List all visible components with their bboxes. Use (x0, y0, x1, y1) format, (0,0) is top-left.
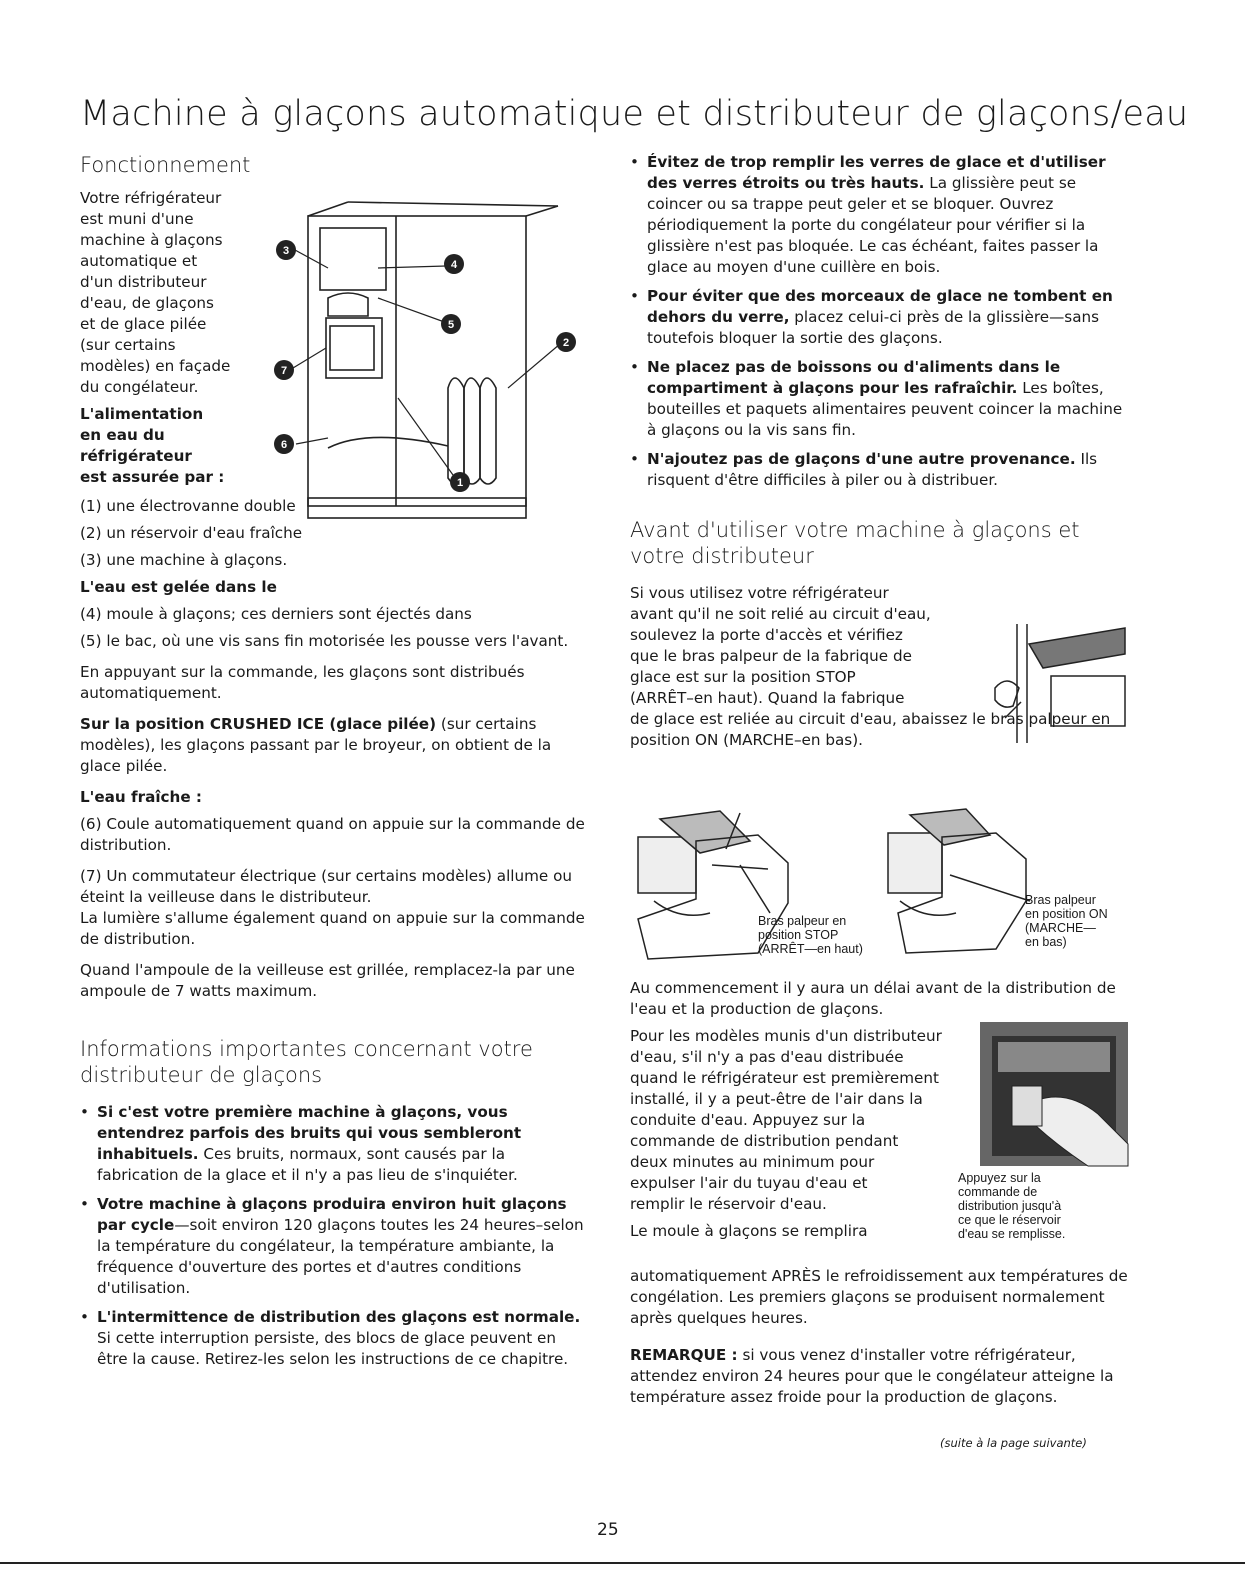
crushed-paragraph (80, 714, 590, 777)
bullet-text: Les boîtes, bouteilles et paquets alimentaires peuvent coincer la machine à glaçons ou la vis sans fin. (647, 379, 1123, 439)
caption-line: en bas) (1025, 935, 1067, 949)
caption-line: (MARCHE— (1025, 921, 1096, 935)
frozen-heading: L'eau est gelée dans le (80, 578, 277, 596)
item-text: un réservoir d'eau fraîche (101, 524, 303, 542)
caption-stop (758, 914, 863, 956)
badge-7 (274, 360, 294, 380)
models-text (630, 1026, 975, 1242)
badge-5 (441, 314, 461, 334)
item-text: une machine à glaçons. (101, 551, 288, 569)
bullet-bold: Votre machine à glaçons produira environ huit glaçons par cycle (97, 1195, 567, 1234)
intro-line: du congélateur. (80, 378, 199, 396)
caption-on (1025, 893, 1108, 949)
refrigerator-diagram (268, 198, 588, 528)
caption-line: Bras palpeur en (758, 914, 847, 928)
models-line: d'eau, s'il n'y a pas d'eau distribuée (630, 1048, 904, 1066)
item-number: (7) (80, 867, 102, 885)
bullet-text: placez celui-ci près de la glissière—sans toutefois bloquer la sortie des glaçons. (647, 308, 1100, 347)
intro-line: d'eau, de glaçons (80, 294, 214, 312)
remarque-label: REMARQUE : (630, 1346, 738, 1364)
caption-line: Appuyez sur la (958, 1171, 1041, 1185)
usage-bullet (630, 286, 1135, 349)
item-number: (1) (80, 497, 102, 515)
usage-bullet (630, 152, 1135, 278)
item-text: moule à glaçons; ces derniers sont éjectés dans (101, 605, 472, 623)
crushed-text: (sur certains modèles), les glaçons passant par le broyeur, on obtient de la glace pilée. (80, 715, 552, 775)
item-number: (4) (80, 605, 102, 623)
models-line: commande de distribution pendant (630, 1132, 899, 1150)
item-7 (80, 866, 590, 908)
caption-line: position STOP (758, 928, 839, 942)
bullet-text: Ils risquent d'être difficiles à piler ou à distribuer. (647, 450, 1098, 489)
caption-line: commande de (958, 1185, 1038, 1199)
svg-text:6: 6 (280, 439, 288, 451)
intro-line: est muni d'une (80, 210, 194, 228)
item-3 (80, 550, 590, 571)
section-heading-info: Informations importantes concernant votre distributeur de glaçons (80, 1037, 533, 1087)
section-heading-fonctionnement: Fonctionnement (80, 153, 251, 177)
bullet-bold: Ne placez pas de boissons ou d'aliments dans le compartiment à glaçons pour les rafraîchir. (647, 358, 1061, 397)
bullet-text: —soit environ 120 glaçons toutes les 24 heures–selon la température du congélateur, la température ambiante, la fréquence d'ouverture des portes et d'autres conditions d'utilisation. (97, 1216, 584, 1297)
dispense-paragraph: En appuyant sur la commande, les glaçons sont distribués automatiquement. (80, 663, 525, 702)
remarque-text: si vous venez d'installer votre réfrigérateur, attendez environ 24 heures pour que le congélateur atteigne la température assez froide pour la production de glaçons. (630, 1346, 1114, 1406)
caption-line: Bras palpeur (1025, 893, 1096, 907)
section-heading-avant: Avant d'utiliser votre machine à glaçons et votre distributeur (630, 518, 1080, 568)
fill-paragraph: automatiquement APRÈS le refroidissement aux températures de congélation. Les premiers glaçons se produisent normalement après quelques heures. (630, 1267, 1128, 1327)
icemaker-on-illustration (880, 805, 1040, 970)
badge-6 (274, 434, 294, 454)
item-number: (3) (80, 551, 102, 569)
delay-paragraph: Au commencement il y aura un délai avant de la distribution de l'eau et la production de glaçons. (630, 979, 1116, 1018)
item-text: une électrovanne double (101, 497, 296, 515)
svg-text:5: 5 (447, 319, 455, 331)
models-line: quand le réfrigérateur est premièrement (630, 1069, 939, 1087)
bullet-text: Ces bruits, normaux, sont causés par la fabrication de la glace et il n'y a pas lieu de s'inquiéter. (97, 1145, 518, 1184)
info-bullet (80, 1307, 590, 1370)
item-text: le bac, où une vis sans fin motorisée les pousse vers l'avant. (101, 632, 569, 650)
avant-line: soulevez la porte d'accès et vérifiez (630, 626, 903, 644)
badge-4 (444, 254, 464, 274)
fresh-heading: L'eau fraîche : (80, 788, 203, 806)
models-line: deux minutes au minimum pour (630, 1153, 875, 1171)
intro-line: machine à glaçons (80, 231, 223, 249)
item-text: Un commutateur électrique (sur certains modèles) allume ou éteint la veilleuse dans le distributeur. (80, 867, 573, 906)
info-bullet (80, 1194, 590, 1299)
intro-line: d'un distributeur (80, 273, 207, 291)
usage-bullet (630, 449, 1135, 491)
supply-line: L'alimentation (80, 405, 204, 423)
usage-bullet (630, 357, 1135, 441)
bulb-paragraph: Quand l'ampoule de la veilleuse est grillée, remplacez-la par une ampoule de 7 watts maximum. (80, 961, 575, 1000)
svg-text:4: 4 (450, 259, 458, 271)
bullet-bold: L'intermittence de distribution des glaçons est normale. (97, 1308, 581, 1326)
item-text: Coule automatiquement quand on appuie sur la commande de distribution. (80, 815, 585, 854)
avant-line: que le bras palpeur de la fabrique de (630, 647, 912, 665)
bullet-bold: Évitez de trop remplir les verres de glace et d'utiliser des verres étroits ou très hauts. (647, 153, 1106, 192)
supply-line: est assurée par : (80, 468, 225, 486)
bullet-bold: N'ajoutez pas de glaçons d'une autre provenance. (647, 450, 1076, 468)
item-4 (80, 604, 590, 625)
badge-1 (450, 472, 470, 492)
models-line: installé, il y a peut-être de l'air dans la (630, 1090, 923, 1108)
dispenser-illustration (978, 1020, 1130, 1168)
bullet-bold: Pour éviter que des morceaux de glace ne tombent en dehors du verre, (647, 287, 1113, 326)
avant-line: glace est sur la position STOP (630, 668, 856, 686)
item-number: (2) (80, 524, 102, 542)
item-number: (6) (80, 815, 102, 833)
svg-text:3: 3 (282, 245, 290, 257)
continued-note: (suite à la page suivante) (940, 1436, 1087, 1450)
caption-line: d'eau se remplisse. (958, 1227, 1066, 1241)
bottom-rule (0, 1562, 1245, 1564)
supply-line: en eau du (80, 426, 165, 444)
bullet-text: Si cette interruption persiste, des blocs de glace peuvent en être la cause. Retirez-les selon les instructions de ce chapitre. (97, 1329, 569, 1368)
svg-text:7: 7 (280, 365, 288, 377)
fill-line: Le moule à glaçons se remplira (630, 1222, 868, 1240)
avant-line: (ARRÊT–en haut). Quand la fabrique (630, 689, 905, 707)
avant-line: Si vous utilisez votre réfrigérateur (630, 584, 889, 602)
models-line: conduite d'eau. Appuyez sur la (630, 1111, 866, 1129)
item-6 (80, 814, 590, 856)
item-5 (80, 631, 590, 652)
intro-line: modèles) en façade (80, 357, 231, 375)
models-line: expulser l'air du tuyau d'eau et (630, 1174, 868, 1192)
intro-line: Votre réfrigérateur (80, 189, 222, 207)
caption-line: ce que le réservoir (958, 1213, 1061, 1227)
avant-line: avant qu'il ne soit relié au circuit d'eau, (630, 605, 931, 623)
item-number: (5) (80, 632, 102, 650)
crushed-bold: Sur la position CRUSHED ICE (glace pilée) (80, 715, 437, 733)
light-paragraph: La lumière s'allume également quand on appuie sur la commande de distribution. (80, 909, 585, 948)
intro-line: automatique et (80, 252, 198, 270)
intro-line: et de glace pilée (80, 315, 207, 333)
svg-text:1: 1 (456, 477, 464, 489)
access-door-illustration (985, 618, 1135, 750)
bullet-bold: Si c'est votre première machine à glaçons, vous entendrez parfois des bruits qui vous sembleront inhabituels. (97, 1103, 522, 1163)
info-bullet (80, 1102, 590, 1186)
intro-line: (sur certains (80, 336, 176, 354)
caption-line: en position ON (1025, 907, 1108, 921)
remarque-paragraph (630, 1345, 1135, 1408)
supply-line: réfrigérateur (80, 447, 192, 465)
caption-line: (ARRÊT—en haut) (758, 942, 863, 956)
badge-2 (556, 332, 576, 352)
models-line: Pour les modèles munis d'un distributeur (630, 1027, 942, 1045)
caption-line: distribution jusqu'à (958, 1199, 1062, 1213)
models-line: remplir le réservoir d'eau. (630, 1195, 827, 1213)
page-title: Machine à glaçons automatique et distributeur de glaçons/eau (80, 94, 1189, 134)
svg-text:2: 2 (562, 337, 570, 349)
page-number: 25 (597, 1520, 619, 1540)
bullet-text: La glissière peut se coincer ou sa trappe peut geler et se bloquer. Ouvrez périodiquement la porte du congélateur pour vérifier si la glissière n'est pas bloquée. Le cas échéant, faites passer la glace au moyen d'une cuillère en bois. (647, 174, 1099, 276)
badge-3 (276, 240, 296, 260)
avant-continued: de glace est reliée au circuit d'eau, abaissez le bras palpeur en position ON (MARCHE–en bas). (630, 710, 1111, 749)
caption-press (958, 1171, 1065, 1241)
